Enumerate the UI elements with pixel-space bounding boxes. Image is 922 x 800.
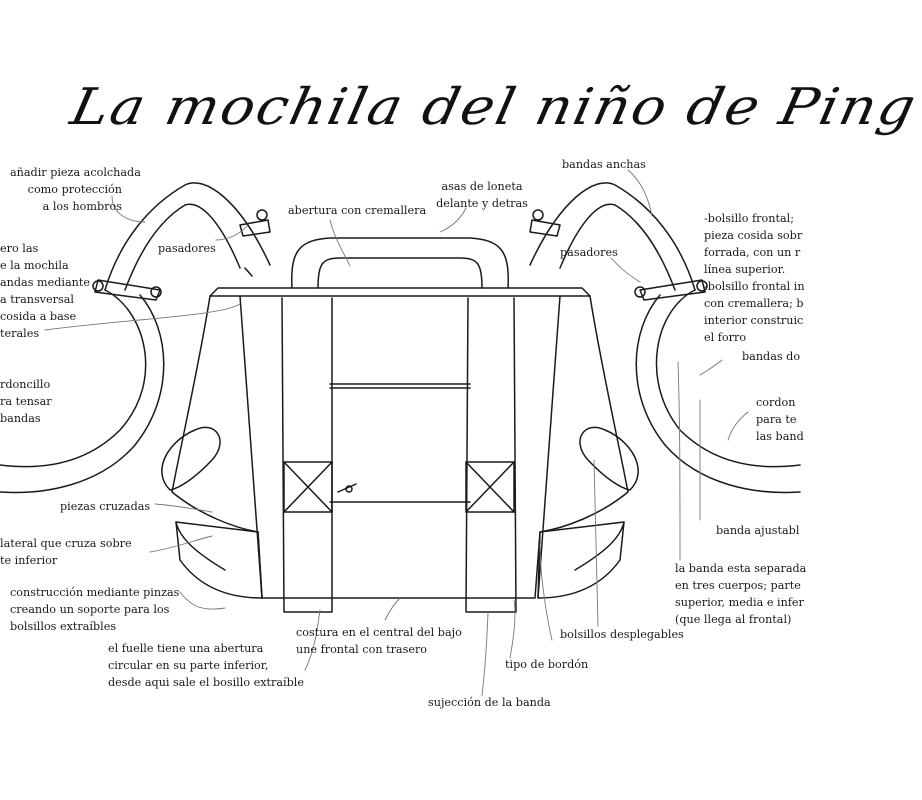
label-side-lateral: lateral que cruza sobre te inferior [0, 537, 132, 567]
label-front-pocket: -bolsillo frontal; pieza cosida sobr forrada, con un r línea superior. -bolsillo frontal in con cremallera; b interior construic el forro [704, 212, 805, 344]
label-pinch-construction: construcción mediante pinzas creando un soporte para los bolsillos extraíbles [10, 586, 180, 633]
label-zip-opening: abertura con cremallera [288, 204, 427, 217]
label-seam: costura en el central del bajo une frontal con trasero [296, 626, 462, 656]
label-piping: tipo de bordón [505, 658, 589, 671]
label-handles: asas de loneta delante y detras [436, 180, 528, 210]
page-title: La mochila del niño de Ping [65, 78, 922, 137]
label-left-loops: pasadores [158, 242, 216, 255]
label-shoulder-padding: añadir pieza acolchada como protección a los hombros [10, 166, 141, 213]
backpack-body [162, 268, 638, 598]
label-bands-do: bandas do [742, 350, 801, 363]
label-crossed-pieces: piezas cruzadas [60, 500, 151, 513]
label-adjustable-strap: banda ajustabl [716, 524, 800, 537]
label-cord-right: cordon para te las band [756, 396, 804, 443]
label-cord-left: rdoncillo ra tensar bandas [0, 378, 52, 425]
label-foldable-pockets: bolsillos desplegables [560, 628, 684, 641]
label-strap-separated: la banda esta separada en tres cuerpos; parte superior, media e infer (que llega al frontal) [675, 562, 807, 626]
label-wide-straps: bandas anchas [562, 158, 646, 171]
label-right-loops: pasadores [560, 246, 618, 259]
front-vertical-straps [282, 298, 516, 612]
label-bellows: el fuelle tiene una abertura circular en su parte inferior, desde aqui sale el bosillo extraíble [108, 642, 304, 689]
label-strap-hold: sujección de la banda [428, 696, 551, 709]
label-rear-attachment: ero las e la mochila andas mediante a transversal cosida a base terales [0, 242, 90, 340]
top-handle [292, 238, 508, 288]
